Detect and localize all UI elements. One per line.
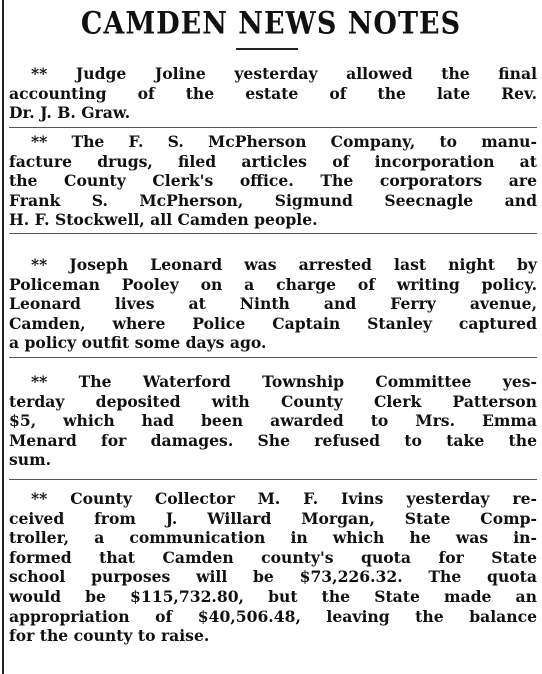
item-line: terday deposited with County Clerk Patterson <box>9 391 537 411</box>
item-line: would be $115,732.80, but the State made an <box>9 586 537 606</box>
item-line: appropriation of $40,506.48, leaving the balance <box>9 606 537 626</box>
item-divider <box>9 233 537 234</box>
item-line: Leonard lives at Ninth and Ferry avenue, <box>9 294 537 314</box>
item-line: ** The F. S. McPherson Company, to manu- <box>31 132 537 151</box>
news-item-judge-joline <box>9 64 537 123</box>
item-line: formed that Camden county's quota for State <box>9 547 537 567</box>
column-border <box>2 0 4 674</box>
item-line: Policeman Pooley on a charge of writing policy. <box>9 274 537 294</box>
item-line: accounting of the estate of the late Rev. <box>9 83 537 103</box>
item-line: ** County Collector M. F. Ivins yesterday re- <box>31 489 537 508</box>
headline-divider <box>236 48 298 50</box>
item-divider <box>9 479 537 480</box>
item-line: a policy outfit some days ago. <box>9 333 267 353</box>
news-item-waterford-township <box>9 372 537 470</box>
item-line: troller, a communication in which he was in- <box>9 528 537 548</box>
item-line: Camden, where Police Captain Stanley captured <box>9 313 537 333</box>
news-item-county-collector <box>9 489 537 646</box>
item-line: ** The Waterford Township Committee yes- <box>31 372 537 391</box>
item-line: the County Clerk's office. The corporators are <box>9 171 537 191</box>
item-line: $5, which had been awarded to Mrs. Emma <box>9 411 537 431</box>
item-line: Dr. J. B. Graw. <box>9 103 131 123</box>
item-line: ceived from J. Willard Morgan, State Comp- <box>9 508 537 528</box>
item-line: ** Joseph Leonard was arrested last night by <box>31 255 537 274</box>
item-line: for the county to raise. <box>9 626 210 646</box>
item-line: Frank S. McPherson, Sigmund Seecnagle and <box>9 190 537 210</box>
news-item-joseph-leonard <box>9 255 537 353</box>
item-divider <box>9 127 537 128</box>
item-line: school purposes will be $73,226.32. The quota <box>9 567 537 587</box>
headline: CAMDEN NEWS NOTES <box>80 6 462 42</box>
item-line: ** Judge Joline yesterday allowed the final <box>31 64 537 83</box>
item-divider <box>9 357 537 358</box>
item-line: Menard for damages. She refused to take the <box>9 430 537 450</box>
item-line: sum. <box>9 450 52 470</box>
item-line: H. F. Stockwell, all Camden people. <box>9 210 318 230</box>
item-line: facture drugs, filed articles of incorporation at <box>9 151 537 171</box>
news-item-mcpherson-company <box>9 132 537 230</box>
